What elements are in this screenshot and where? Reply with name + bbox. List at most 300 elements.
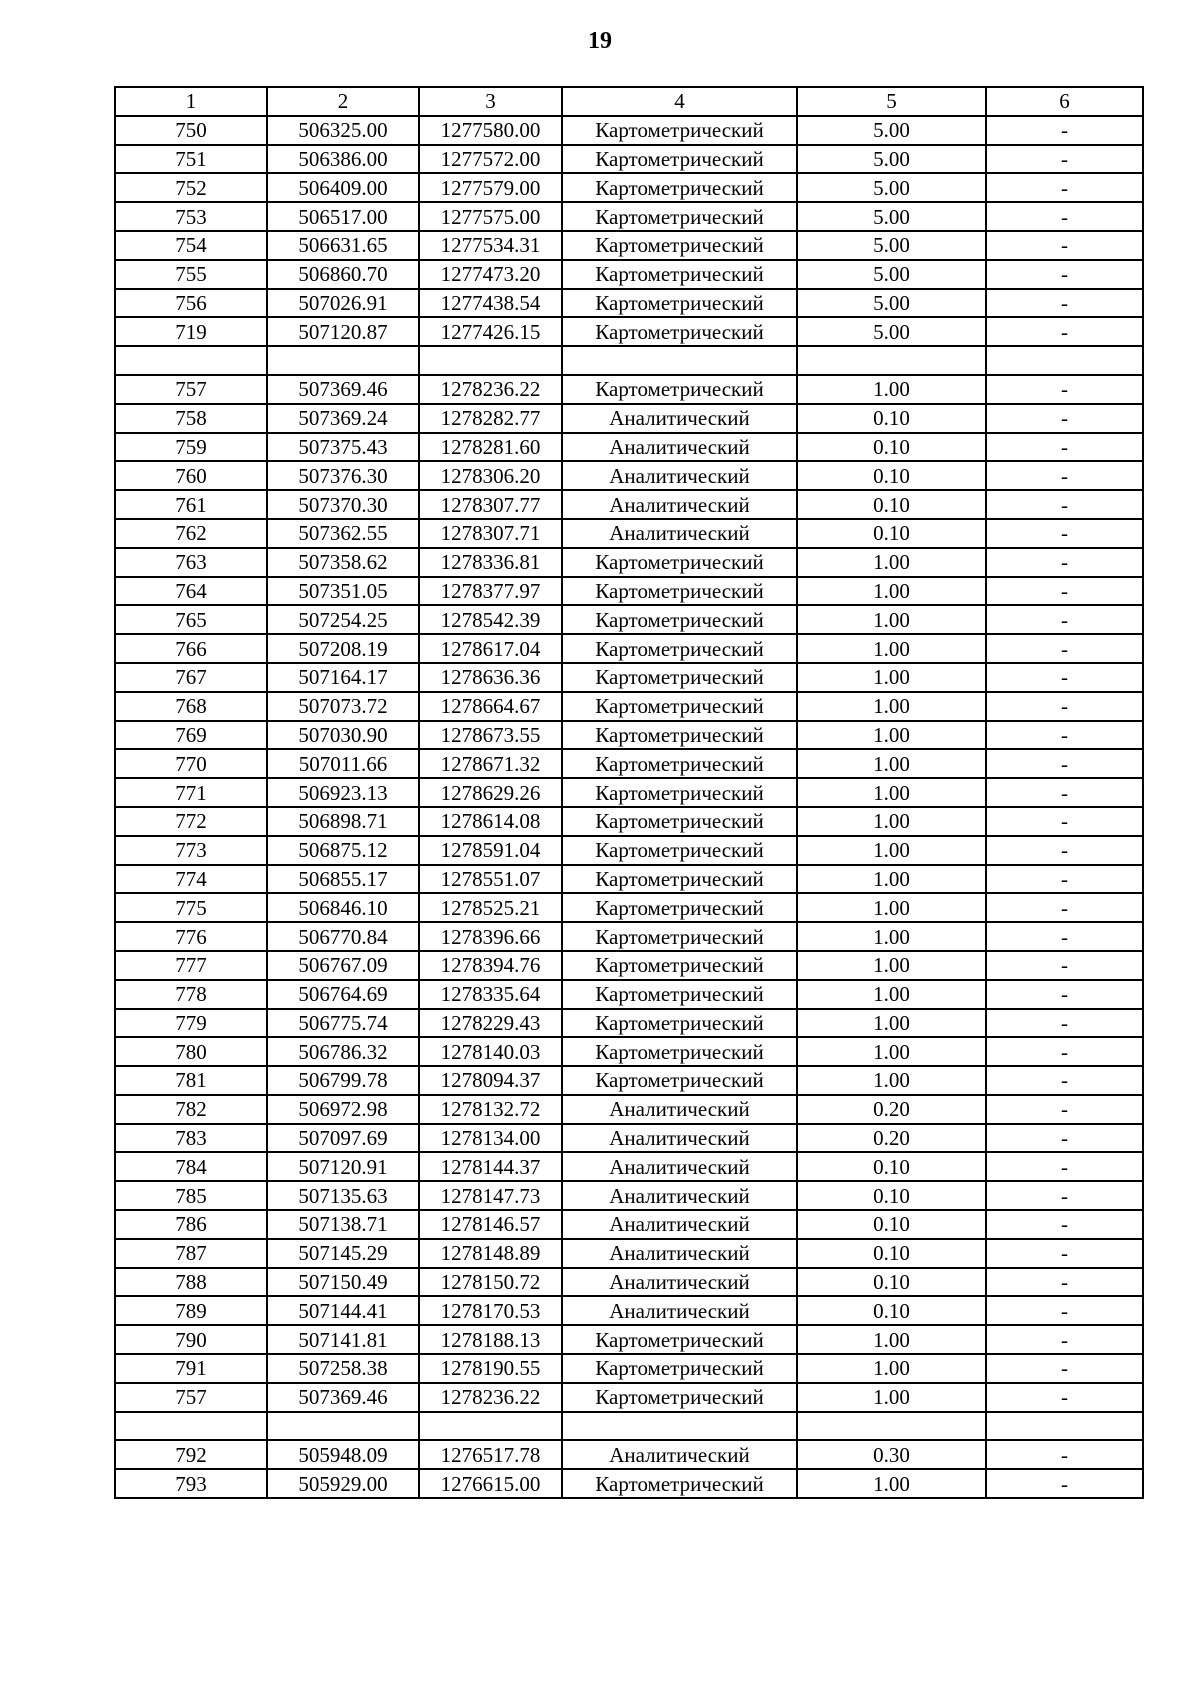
table-cell: 776 bbox=[115, 922, 267, 951]
table-cell: 507026.91 bbox=[267, 289, 419, 318]
table-cell: 506386.00 bbox=[267, 145, 419, 174]
table-cell: 793 bbox=[115, 1469, 267, 1498]
table-cell: 1278236.22 bbox=[419, 375, 562, 404]
table-cell: 506923.13 bbox=[267, 778, 419, 807]
table-cell: - bbox=[986, 116, 1143, 145]
table-cell: 1278150.72 bbox=[419, 1268, 562, 1297]
table-cell: 506767.09 bbox=[267, 951, 419, 980]
table-cell: 1278617.04 bbox=[419, 634, 562, 663]
table-cell: 1.00 bbox=[797, 1325, 986, 1354]
table-cell: - bbox=[986, 807, 1143, 836]
table-row bbox=[115, 1239, 1143, 1268]
table-cell: 1277580.00 bbox=[419, 116, 562, 145]
table-cell: 507376.30 bbox=[267, 461, 419, 490]
table-cell: - bbox=[986, 749, 1143, 778]
table-cell: 1277534.31 bbox=[419, 231, 562, 260]
table-row bbox=[115, 260, 1143, 289]
table-cell: 507362.55 bbox=[267, 519, 419, 548]
table-cell: 5.00 bbox=[797, 260, 986, 289]
table-row bbox=[115, 1152, 1143, 1181]
table-cell: 1.00 bbox=[797, 577, 986, 606]
table-cell: Картометрический bbox=[562, 980, 797, 1009]
table-cell: 506517.00 bbox=[267, 202, 419, 231]
table-cell: 0.10 bbox=[797, 1181, 986, 1210]
table-cell: 1.00 bbox=[797, 980, 986, 1009]
table-cell: - bbox=[986, 519, 1143, 548]
table-cell bbox=[797, 346, 986, 375]
table-cell: - bbox=[986, 1239, 1143, 1268]
table-cell: 767 bbox=[115, 663, 267, 692]
table-cell: 1.00 bbox=[797, 893, 986, 922]
table-cell: 5.00 bbox=[797, 289, 986, 318]
table-cell: - bbox=[986, 1009, 1143, 1038]
table-cell: Аналитический bbox=[562, 1296, 797, 1325]
table-cell: 1.00 bbox=[797, 1009, 986, 1038]
table-cell: 506775.74 bbox=[267, 1009, 419, 1038]
table-cell: 507369.46 bbox=[267, 375, 419, 404]
table-cell: 506846.10 bbox=[267, 893, 419, 922]
table-cell: - bbox=[986, 951, 1143, 980]
table-cell: 757 bbox=[115, 375, 267, 404]
table-row bbox=[115, 922, 1143, 951]
table-cell: - bbox=[986, 404, 1143, 433]
table-row bbox=[115, 749, 1143, 778]
table-cell: 507150.49 bbox=[267, 1268, 419, 1297]
table-cell: 784 bbox=[115, 1152, 267, 1181]
table-cell: Аналитический bbox=[562, 1268, 797, 1297]
table-cell: 771 bbox=[115, 778, 267, 807]
table-cell: Картометрический bbox=[562, 548, 797, 577]
table-row bbox=[115, 317, 1143, 346]
table-cell: 0.10 bbox=[797, 1239, 986, 1268]
table-cell: 507208.19 bbox=[267, 634, 419, 663]
table-row bbox=[115, 778, 1143, 807]
table-cell: Картометрический bbox=[562, 778, 797, 807]
table-cell: - bbox=[986, 433, 1143, 462]
table-cell: Аналитический bbox=[562, 433, 797, 462]
table-cell: 775 bbox=[115, 893, 267, 922]
table-cell: 506972.98 bbox=[267, 1095, 419, 1124]
table-cell: Картометрический bbox=[562, 289, 797, 318]
table-cell: 0.10 bbox=[797, 1296, 986, 1325]
table-cell: 0.10 bbox=[797, 1152, 986, 1181]
table-row bbox=[115, 1325, 1143, 1354]
table-cell: 5.00 bbox=[797, 116, 986, 145]
table-cell: 1278147.73 bbox=[419, 1181, 562, 1210]
table-cell: 507120.91 bbox=[267, 1152, 419, 1181]
table-cell: 781 bbox=[115, 1066, 267, 1095]
table-cell: - bbox=[986, 1268, 1143, 1297]
table-cell: 0.30 bbox=[797, 1440, 986, 1469]
table-cell: Картометрический bbox=[562, 1037, 797, 1066]
table-cell: Картометрический bbox=[562, 577, 797, 606]
table-row bbox=[115, 1124, 1143, 1153]
table-cell: 773 bbox=[115, 836, 267, 865]
table-row bbox=[115, 173, 1143, 202]
table-cell bbox=[419, 346, 562, 375]
table-cell: Картометрический bbox=[562, 605, 797, 634]
table-cell: - bbox=[986, 1440, 1143, 1469]
table-cell: 757 bbox=[115, 1383, 267, 1412]
table-cell: 1278629.26 bbox=[419, 778, 562, 807]
table-cell: Картометрический bbox=[562, 1325, 797, 1354]
table-cell: Картометрический bbox=[562, 116, 797, 145]
table-cell: 507138.71 bbox=[267, 1210, 419, 1239]
table-cell: 1.00 bbox=[797, 1066, 986, 1095]
table-cell: 5.00 bbox=[797, 231, 986, 260]
table-cell: 1278190.55 bbox=[419, 1354, 562, 1383]
table-cell: 1276615.00 bbox=[419, 1469, 562, 1498]
table-cell: 753 bbox=[115, 202, 267, 231]
table-row bbox=[115, 807, 1143, 836]
table-cell: - bbox=[986, 836, 1143, 865]
header-cell: 3 bbox=[419, 87, 562, 116]
table-cell: 507097.69 bbox=[267, 1124, 419, 1153]
table-cell: 1278132.72 bbox=[419, 1095, 562, 1124]
table-cell: - bbox=[986, 145, 1143, 174]
table-row bbox=[115, 548, 1143, 577]
table-cell: 5.00 bbox=[797, 145, 986, 174]
table-cell: - bbox=[986, 605, 1143, 634]
table-cell: 1278307.71 bbox=[419, 519, 562, 548]
table-cell: 772 bbox=[115, 807, 267, 836]
table-row bbox=[115, 865, 1143, 894]
table-row bbox=[115, 980, 1143, 1009]
table-cell: - bbox=[986, 375, 1143, 404]
table-cell: 1.00 bbox=[797, 663, 986, 692]
table-cell: - bbox=[986, 634, 1143, 663]
table-cell bbox=[986, 346, 1143, 375]
table-cell: Картометрический bbox=[562, 922, 797, 951]
table-cell: - bbox=[986, 692, 1143, 721]
table-cell: 1277426.15 bbox=[419, 317, 562, 346]
table-cell: 1.00 bbox=[797, 836, 986, 865]
table-cell: 507370.30 bbox=[267, 490, 419, 519]
table-cell: 770 bbox=[115, 749, 267, 778]
table-cell: - bbox=[986, 1383, 1143, 1412]
table-cell: Аналитический bbox=[562, 519, 797, 548]
table-cell: Картометрический bbox=[562, 663, 797, 692]
table-cell: 507254.25 bbox=[267, 605, 419, 634]
table-cell: 752 bbox=[115, 173, 267, 202]
table-cell: 507369.24 bbox=[267, 404, 419, 433]
table-cell: 1278144.37 bbox=[419, 1152, 562, 1181]
table-cell: 1277575.00 bbox=[419, 202, 562, 231]
table-cell: 1.00 bbox=[797, 1469, 986, 1498]
table-cell: 506409.00 bbox=[267, 173, 419, 202]
table-cell: 792 bbox=[115, 1440, 267, 1469]
table-cell: 507144.41 bbox=[267, 1296, 419, 1325]
table-cell: 1278551.07 bbox=[419, 865, 562, 894]
table-cell: 505948.09 bbox=[267, 1440, 419, 1469]
table-row bbox=[115, 289, 1143, 318]
table-cell: 786 bbox=[115, 1210, 267, 1239]
table-cell: 507141.81 bbox=[267, 1325, 419, 1354]
table-cell: 507164.17 bbox=[267, 663, 419, 692]
table-cell: 1278140.03 bbox=[419, 1037, 562, 1066]
table-cell: - bbox=[986, 1469, 1143, 1498]
table-cell: 1.00 bbox=[797, 634, 986, 663]
table-row bbox=[115, 433, 1143, 462]
table-row bbox=[115, 605, 1143, 634]
table-cell: Картометрический bbox=[562, 836, 797, 865]
table-cell: - bbox=[986, 1152, 1143, 1181]
table-cell: - bbox=[986, 1066, 1143, 1095]
table-cell: 1278094.37 bbox=[419, 1066, 562, 1095]
table-cell: 1.00 bbox=[797, 1037, 986, 1066]
table-cell: 755 bbox=[115, 260, 267, 289]
header-cell: 2 bbox=[267, 87, 419, 116]
table-cell: 791 bbox=[115, 1354, 267, 1383]
table-cell: 507375.43 bbox=[267, 433, 419, 462]
table-cell: 506855.17 bbox=[267, 865, 419, 894]
table-cell: 768 bbox=[115, 692, 267, 721]
table-cell: 0.10 bbox=[797, 1268, 986, 1297]
table-cell bbox=[267, 346, 419, 375]
table-cell: 507030.90 bbox=[267, 721, 419, 750]
table-cell: 1278394.76 bbox=[419, 951, 562, 980]
table-cell: 1278146.57 bbox=[419, 1210, 562, 1239]
table-cell: 1278336.81 bbox=[419, 548, 562, 577]
table-cell: 507258.38 bbox=[267, 1354, 419, 1383]
table-cell: 1.00 bbox=[797, 951, 986, 980]
table-cell: 1278281.60 bbox=[419, 433, 562, 462]
table-cell: - bbox=[986, 1037, 1143, 1066]
table-cell: 1277579.00 bbox=[419, 173, 562, 202]
table-row bbox=[115, 836, 1143, 865]
header-cell: 1 bbox=[115, 87, 267, 116]
table-cell: Картометрический bbox=[562, 202, 797, 231]
table-cell: - bbox=[986, 1095, 1143, 1124]
table-cell: - bbox=[986, 1354, 1143, 1383]
table-cell: 5.00 bbox=[797, 202, 986, 231]
table-cell: - bbox=[986, 289, 1143, 318]
table-cell: 1278377.97 bbox=[419, 577, 562, 606]
table-cell: - bbox=[986, 317, 1143, 346]
table-cell: Картометрический bbox=[562, 692, 797, 721]
table-cell: 1.00 bbox=[797, 865, 986, 894]
table-cell: 0.10 bbox=[797, 404, 986, 433]
table-cell: 778 bbox=[115, 980, 267, 1009]
table-cell: - bbox=[986, 490, 1143, 519]
table-cell: 774 bbox=[115, 865, 267, 894]
table-row bbox=[115, 375, 1143, 404]
table-cell: 506786.32 bbox=[267, 1037, 419, 1066]
table-cell: 790 bbox=[115, 1325, 267, 1354]
table-cell: 1278188.13 bbox=[419, 1325, 562, 1354]
table-cell: - bbox=[986, 1325, 1143, 1354]
table-cell: 777 bbox=[115, 951, 267, 980]
table-cell: 1276517.78 bbox=[419, 1440, 562, 1469]
table-cell: 787 bbox=[115, 1239, 267, 1268]
table-row bbox=[115, 202, 1143, 231]
table-cell: 1.00 bbox=[797, 375, 986, 404]
table-cell: Картометрический bbox=[562, 1383, 797, 1412]
table-row bbox=[115, 1354, 1143, 1383]
table-cell: - bbox=[986, 922, 1143, 951]
table-row bbox=[115, 1037, 1143, 1066]
table-row bbox=[115, 1095, 1143, 1124]
table-cell: 1278229.43 bbox=[419, 1009, 562, 1038]
table-cell: 1278396.66 bbox=[419, 922, 562, 951]
table-cell: 1278614.08 bbox=[419, 807, 562, 836]
table-cell: 1278636.36 bbox=[419, 663, 562, 692]
table-row bbox=[115, 1469, 1143, 1498]
table-cell: - bbox=[986, 548, 1143, 577]
table-cell: Картометрический bbox=[562, 231, 797, 260]
table-cell: Картометрический bbox=[562, 1009, 797, 1038]
table-cell: 506898.71 bbox=[267, 807, 419, 836]
table-cell: - bbox=[986, 663, 1143, 692]
table-row bbox=[115, 1268, 1143, 1297]
table-cell: 507369.46 bbox=[267, 1383, 419, 1412]
table-row bbox=[115, 145, 1143, 174]
table-cell: 1278148.89 bbox=[419, 1239, 562, 1268]
table-cell: Аналитический bbox=[562, 490, 797, 519]
table-row bbox=[115, 577, 1143, 606]
table-cell: 785 bbox=[115, 1181, 267, 1210]
table-cell: - bbox=[986, 865, 1143, 894]
table-cell: 0.10 bbox=[797, 1210, 986, 1239]
table-cell: 0.10 bbox=[797, 519, 986, 548]
table-row bbox=[115, 1181, 1143, 1210]
table-cell: 507145.29 bbox=[267, 1239, 419, 1268]
table-row bbox=[115, 893, 1143, 922]
table-cell: 782 bbox=[115, 1095, 267, 1124]
table-cell: 769 bbox=[115, 721, 267, 750]
table-row bbox=[115, 1066, 1143, 1095]
coordinates-table bbox=[114, 86, 1144, 1499]
table-cell: 1.00 bbox=[797, 1354, 986, 1383]
table-row bbox=[115, 1440, 1143, 1469]
table-cell: 506631.65 bbox=[267, 231, 419, 260]
table-cell: 1277473.20 bbox=[419, 260, 562, 289]
table-cell bbox=[115, 346, 267, 375]
table-cell: Аналитический bbox=[562, 1095, 797, 1124]
table-cell: 756 bbox=[115, 289, 267, 318]
table-cell: Картометрический bbox=[562, 317, 797, 346]
table-cell: 1278525.21 bbox=[419, 893, 562, 922]
table-cell: 760 bbox=[115, 461, 267, 490]
table-cell: 507011.66 bbox=[267, 749, 419, 778]
table-cell: 762 bbox=[115, 519, 267, 548]
table-cell: Картометрический bbox=[562, 260, 797, 289]
table-cell bbox=[419, 1412, 562, 1441]
table-cell: - bbox=[986, 1124, 1143, 1153]
table-row bbox=[115, 490, 1143, 519]
table-cell: - bbox=[986, 893, 1143, 922]
table-cell: 758 bbox=[115, 404, 267, 433]
table-row bbox=[115, 404, 1143, 433]
table-cell: - bbox=[986, 980, 1143, 1009]
table-cell: 780 bbox=[115, 1037, 267, 1066]
table-cell: 1278307.77 bbox=[419, 490, 562, 519]
table-cell: 0.20 bbox=[797, 1095, 986, 1124]
table-cell: Аналитический bbox=[562, 1181, 797, 1210]
table-row bbox=[115, 519, 1143, 548]
table-cell: 0.20 bbox=[797, 1124, 986, 1153]
table-cell: 0.10 bbox=[797, 433, 986, 462]
table-cell: Картометрический bbox=[562, 893, 797, 922]
table-cell bbox=[267, 1412, 419, 1441]
table-body bbox=[115, 87, 1143, 1498]
table-cell: 751 bbox=[115, 145, 267, 174]
table-cell: 1.00 bbox=[797, 749, 986, 778]
table-cell: - bbox=[986, 260, 1143, 289]
table-cell: - bbox=[986, 202, 1143, 231]
table-row bbox=[115, 663, 1143, 692]
table-cell: 761 bbox=[115, 490, 267, 519]
table-cell: - bbox=[986, 778, 1143, 807]
table-cell: 505929.00 bbox=[267, 1469, 419, 1498]
table-cell: 1.00 bbox=[797, 605, 986, 634]
table-cell: 1278335.64 bbox=[419, 980, 562, 1009]
table-cell: 1278282.77 bbox=[419, 404, 562, 433]
table-cell: Аналитический bbox=[562, 461, 797, 490]
table-row bbox=[115, 634, 1143, 663]
table-cell: 5.00 bbox=[797, 317, 986, 346]
header-cell: 5 bbox=[797, 87, 986, 116]
header-row bbox=[115, 87, 1143, 116]
table-row bbox=[115, 1296, 1143, 1325]
table-cell: 506799.78 bbox=[267, 1066, 419, 1095]
table-cell: 1.00 bbox=[797, 548, 986, 577]
table-cell: 507351.05 bbox=[267, 577, 419, 606]
table-cell: 765 bbox=[115, 605, 267, 634]
table-cell: 506875.12 bbox=[267, 836, 419, 865]
table-cell: Картометрический bbox=[562, 1354, 797, 1383]
table-row bbox=[115, 951, 1143, 980]
page-number: 19 bbox=[588, 28, 612, 54]
header-cell: 6 bbox=[986, 87, 1143, 116]
table-cell: 789 bbox=[115, 1296, 267, 1325]
table-cell: Картометрический bbox=[562, 145, 797, 174]
table-cell: 1278664.67 bbox=[419, 692, 562, 721]
table-cell: 1278134.00 bbox=[419, 1124, 562, 1153]
table-cell: 759 bbox=[115, 433, 267, 462]
table-cell: 507358.62 bbox=[267, 548, 419, 577]
table-cell: - bbox=[986, 461, 1143, 490]
table-cell: Картометрический bbox=[562, 951, 797, 980]
table-cell: 766 bbox=[115, 634, 267, 663]
table-cell: 0.10 bbox=[797, 490, 986, 519]
table-cell: 1.00 bbox=[797, 1383, 986, 1412]
table-cell: 5.00 bbox=[797, 173, 986, 202]
table-cell: - bbox=[986, 173, 1143, 202]
table-row bbox=[115, 721, 1143, 750]
table-cell: 506325.00 bbox=[267, 116, 419, 145]
table-cell: 719 bbox=[115, 317, 267, 346]
table-cell: 1278542.39 bbox=[419, 605, 562, 634]
table-row bbox=[115, 1009, 1143, 1038]
table-cell: Аналитический bbox=[562, 404, 797, 433]
table-cell: 1.00 bbox=[797, 807, 986, 836]
table-cell: Картометрический bbox=[562, 721, 797, 750]
table-cell: 1278306.20 bbox=[419, 461, 562, 490]
table-cell: 1278236.22 bbox=[419, 1383, 562, 1412]
table-cell: Картометрический bbox=[562, 375, 797, 404]
table-cell: 788 bbox=[115, 1268, 267, 1297]
table-cell: 1277438.54 bbox=[419, 289, 562, 318]
table-cell: - bbox=[986, 721, 1143, 750]
table-cell: 1278170.53 bbox=[419, 1296, 562, 1325]
table-cell: 507073.72 bbox=[267, 692, 419, 721]
table-cell: - bbox=[986, 1210, 1143, 1239]
table-cell: 1.00 bbox=[797, 922, 986, 951]
table-cell: 1278591.04 bbox=[419, 836, 562, 865]
table-cell: Картометрический bbox=[562, 1469, 797, 1498]
table-cell: Аналитический bbox=[562, 1239, 797, 1268]
